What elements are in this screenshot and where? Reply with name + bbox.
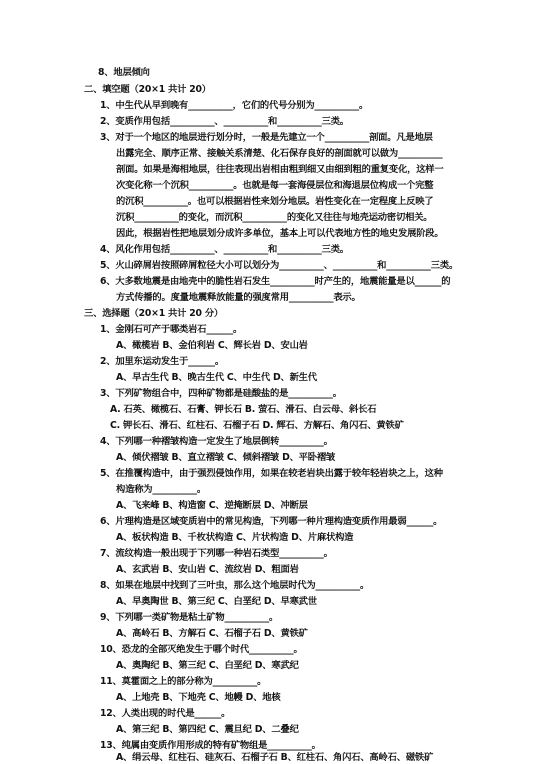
question-text: 10、恐龙的全部灭绝发生于哪个时代__________。 [100, 644, 303, 655]
question-text: 3、下列矿物组合中，四种矿物都是硅酸盐的是__________。 [100, 388, 342, 399]
question-text: 方式传播的。度量地震释放能量的强度常用__________表示。 [116, 292, 361, 303]
question-text: 5、火山碎屑岩按照碎屑粒径大小可以划分为__________、__________和__________三类。 [100, 260, 459, 271]
question-text: 因此，根据岩性把地层划分成许多单位，基本上可以代表地方性的地史发展阶段。 [116, 228, 444, 239]
answer-options: A、早古生代 B、晚古生代 C、中生代 D、新生代 [116, 372, 317, 383]
question-text: 出露完全、顺序正常、接触关系清楚、化石保存良好的剖面就可以做为__________ [116, 148, 443, 159]
question-text: 构造称为__________。 [116, 484, 206, 495]
question-text: 4、下列哪一种褶皱构造一定发生了地层倒转__________。 [100, 436, 333, 447]
question-text: 13、纯属由变质作用形成的特有矿物组是__________。 [100, 740, 321, 751]
answer-options: A、上地壳 B、下地壳 C、地幔 D、地核 [116, 692, 281, 703]
question-text: 1、金刚石可产于哪类岩石______。 [100, 324, 243, 335]
answer-options: A、玄武岩 B、安山岩 C、流纹岩 D、粗面岩 [116, 564, 299, 575]
question-text: 2、加里东运动发生于______。 [100, 356, 224, 367]
question-text: 7、流纹构造一般出现于下列哪一种岩石类型__________。 [100, 548, 333, 559]
question-text: 11、莫霍面之上的部分称为__________。 [100, 676, 267, 687]
question-text: 8、如果在地层中找到了三叶虫，那么这个地层时代为__________。 [100, 580, 370, 591]
section-item-title: 8、地层倾向 [98, 67, 150, 78]
question-text: 1、中生代从早到晚有__________，它们的代号分别为__________。 [100, 100, 369, 111]
question-text: 3、对于一个地区的地层进行划分时，一般是先建立一个__________剖面。凡是地层 [100, 132, 433, 143]
answer-options: A、第三纪 B、第四纪 C、震旦纪 D、二叠纪 [116, 724, 299, 735]
answer-options: A. 石英、橄榄石、石膏、钾长石 B. 萤石、滑石、白云母、斜长石 [110, 404, 377, 415]
section-heading-multiple-choice: 三、选择题（20×1 共计 20 分） [84, 308, 224, 319]
question-text: 6、片理构造是区域变质岩中的常见构造，下列哪一种片理构造变质作用最弱______。 [100, 516, 443, 527]
question-text: 4、风化作用包括__________、__________和__________三类。 [100, 244, 349, 255]
question-text: 的沉积__________。也可以根据岩性来划分地层。岩性变化在一定程度上反映了 [116, 196, 434, 207]
question-text: 次变化称一个沉积__________。也就是每一套海侵层位和海退层位构成一个完整 [116, 180, 434, 191]
answer-options: A、飞来峰 B、构造窗 C、逆掩断层 D、冲断层 [116, 500, 308, 511]
question-text: 5、在推覆构造中，由于强烈侵蚀作用，如果在较老岩块出露于较年轻岩块之上，这种 [100, 468, 443, 479]
answer-options: C. 钾长石、滑石、红柱石、石榴子石 D. 辉石、方解石、角闪石、黄铁矿 [110, 420, 404, 431]
answer-options: A、板状构造 B、千枚状构造 C、片状构造 D、片麻状构造 [116, 532, 354, 543]
question-text: 6、大多数地震是由地壳中的脆性岩石发生__________时产生的，地震能量是以______的 [100, 276, 451, 287]
question-text: 剖面。如果是海相地层，往往表现出岩相由粗到细又由细到粗的重复变化，这样一 [116, 164, 444, 175]
question-text: 沉积__________的变化，而沉积__________的变化又往往与地壳运动密切相关。 [116, 212, 433, 223]
answer-options: A、倾伏褶皱 B、直立褶皱 C、倾斜褶皱 D、平卧褶皱 [116, 452, 336, 463]
question-text: 9、下列哪一类矿物是粘土矿物__________。 [100, 612, 279, 623]
answer-options: A、奥陶纪 B、第三纪 C、白垩纪 D、寒武纪 [116, 660, 299, 671]
answer-options: A、高岭石 B、方解石 C、石榴子石 D、黄铁矿 [116, 628, 308, 639]
answer-options: A、橄榄岩 B、金伯利岩 C、辉长岩 D、安山岩 [116, 340, 308, 351]
question-text: 2、变质作用包括__________、__________和__________三类。 [100, 116, 349, 127]
question-text: 12、人类出现的时代是______。 [100, 708, 231, 719]
answer-options: A、绢云母、红柱石、硅灰石、石榴子石 B、红柱石、角闪石、高岭石、磁铁矿 [116, 752, 434, 763]
answer-options: A、早奥陶世 B、第三纪 C、白垩纪 D、早寒武世 [116, 596, 317, 607]
section-heading-fill-in: 二、填空题（20×1 共计 20） [84, 84, 211, 95]
